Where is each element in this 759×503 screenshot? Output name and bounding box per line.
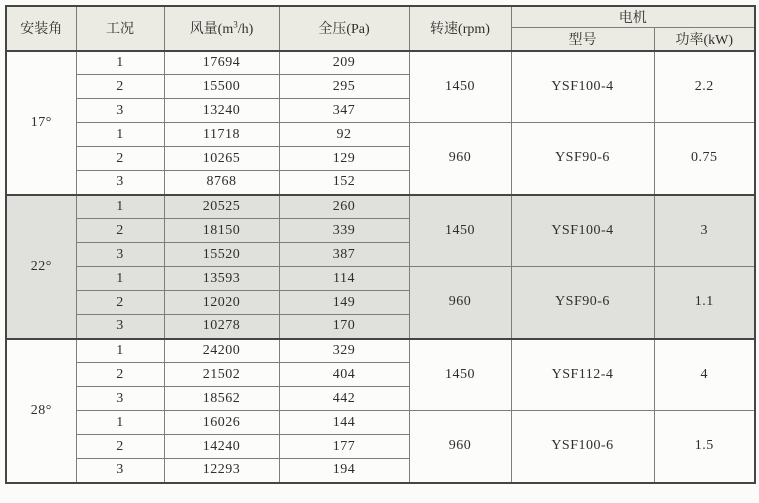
condition-cell: 1 bbox=[76, 195, 164, 219]
fan-spec-table bbox=[5, 5, 756, 484]
pressure-cell: 209 bbox=[279, 51, 409, 75]
speed-cell: 1450 bbox=[409, 339, 511, 411]
airflow-superscript: 3 bbox=[233, 19, 238, 30]
header-model: 型号 bbox=[511, 28, 654, 51]
condition-cell: 3 bbox=[76, 315, 164, 339]
pressure-cell: 144 bbox=[279, 411, 409, 435]
table-header bbox=[6, 6, 755, 51]
speed-cell: 1450 bbox=[409, 51, 511, 123]
pressure-cell: 295 bbox=[279, 75, 409, 99]
pressure-cell: 194 bbox=[279, 459, 409, 483]
header-power: 功率(kW) bbox=[654, 28, 755, 51]
airflow-cell: 13593 bbox=[164, 267, 279, 291]
table-row bbox=[6, 339, 755, 363]
pressure-cell: 152 bbox=[279, 171, 409, 195]
condition-cell: 1 bbox=[76, 267, 164, 291]
airflow-cell: 10278 bbox=[164, 315, 279, 339]
condition-cell: 2 bbox=[76, 147, 164, 171]
power-cell: 0.75 bbox=[654, 123, 755, 195]
power-cell: 4 bbox=[654, 339, 755, 411]
airflow-cell: 13240 bbox=[164, 99, 279, 123]
airflow-cell: 17694 bbox=[164, 51, 279, 75]
pressure-cell: 149 bbox=[279, 291, 409, 315]
condition-cell: 2 bbox=[76, 75, 164, 99]
condition-cell: 1 bbox=[76, 51, 164, 75]
condition-cell: 3 bbox=[76, 99, 164, 123]
condition-cell: 1 bbox=[76, 339, 164, 363]
angle-cell: 22° bbox=[6, 195, 76, 339]
airflow-cell: 24200 bbox=[164, 339, 279, 363]
motor-model-cell: YSF100-4 bbox=[511, 195, 654, 267]
airflow-cell: 12293 bbox=[164, 459, 279, 483]
speed-cell: 960 bbox=[409, 411, 511, 483]
pressure-cell: 260 bbox=[279, 195, 409, 219]
pressure-cell: 387 bbox=[279, 243, 409, 267]
header-motor: 电机 bbox=[511, 6, 755, 28]
condition-cell: 3 bbox=[76, 171, 164, 195]
airflow-cell: 16026 bbox=[164, 411, 279, 435]
pressure-cell: 129 bbox=[279, 147, 409, 171]
header-pressure: 全压(Pa) bbox=[279, 6, 409, 51]
airflow-cell: 18562 bbox=[164, 387, 279, 411]
motor-model-cell: YSF100-6 bbox=[511, 411, 654, 483]
pressure-cell: 347 bbox=[279, 99, 409, 123]
table-row bbox=[6, 195, 755, 219]
header-angle: 安装角 bbox=[6, 6, 76, 51]
angle-group-17 bbox=[6, 51, 755, 195]
speed-cell: 960 bbox=[409, 267, 511, 339]
airflow-cell: 8768 bbox=[164, 171, 279, 195]
airflow-cell: 12020 bbox=[164, 291, 279, 315]
condition-cell: 2 bbox=[76, 219, 164, 243]
speed-cell: 1450 bbox=[409, 195, 511, 267]
angle-cell: 28° bbox=[6, 339, 76, 483]
angle-group-28 bbox=[6, 339, 755, 483]
airflow-cell: 10265 bbox=[164, 147, 279, 171]
condition-cell: 1 bbox=[76, 411, 164, 435]
pressure-cell: 404 bbox=[279, 363, 409, 387]
pressure-cell: 170 bbox=[279, 315, 409, 339]
motor-model-cell: YSF112-4 bbox=[511, 339, 654, 411]
airflow-cell: 15520 bbox=[164, 243, 279, 267]
pressure-cell: 114 bbox=[279, 267, 409, 291]
power-cell: 2.2 bbox=[654, 51, 755, 123]
pressure-cell: 339 bbox=[279, 219, 409, 243]
power-cell: 1.5 bbox=[654, 411, 755, 483]
header-speed: 转速(rpm) bbox=[409, 6, 511, 51]
condition-cell: 3 bbox=[76, 459, 164, 483]
pressure-cell: 329 bbox=[279, 339, 409, 363]
airflow-cell: 20525 bbox=[164, 195, 279, 219]
airflow-cell: 18150 bbox=[164, 219, 279, 243]
header-condition: 工况 bbox=[76, 6, 164, 51]
pressure-cell: 92 bbox=[279, 123, 409, 147]
airflow-cell: 14240 bbox=[164, 435, 279, 459]
speed-cell: 960 bbox=[409, 123, 511, 195]
angle-group-22 bbox=[6, 195, 755, 339]
table-row bbox=[6, 411, 755, 435]
header-airflow: 风量$(m^3/h)$ bbox=[164, 6, 279, 51]
table-row bbox=[6, 51, 755, 75]
angle-cell: 17° bbox=[6, 51, 76, 195]
condition-cell: 3 bbox=[76, 243, 164, 267]
condition-cell: 3 bbox=[76, 387, 164, 411]
pressure-cell: 177 bbox=[279, 435, 409, 459]
power-cell: 1.1 bbox=[654, 267, 755, 339]
condition-cell: 2 bbox=[76, 291, 164, 315]
condition-cell: 1 bbox=[76, 123, 164, 147]
pressure-cell: 442 bbox=[279, 387, 409, 411]
airflow-cell: 11718 bbox=[164, 123, 279, 147]
condition-cell: 2 bbox=[76, 435, 164, 459]
motor-model-cell: YSF90-6 bbox=[511, 123, 654, 195]
motor-model-cell: YSF90-6 bbox=[511, 267, 654, 339]
airflow-cell: 21502 bbox=[164, 363, 279, 387]
power-cell: 3 bbox=[654, 195, 755, 267]
condition-cell: 2 bbox=[76, 363, 164, 387]
motor-model-cell: YSF100-4 bbox=[511, 51, 654, 123]
table-row bbox=[6, 123, 755, 147]
airflow-cell: 15500 bbox=[164, 75, 279, 99]
table-row bbox=[6, 267, 755, 291]
